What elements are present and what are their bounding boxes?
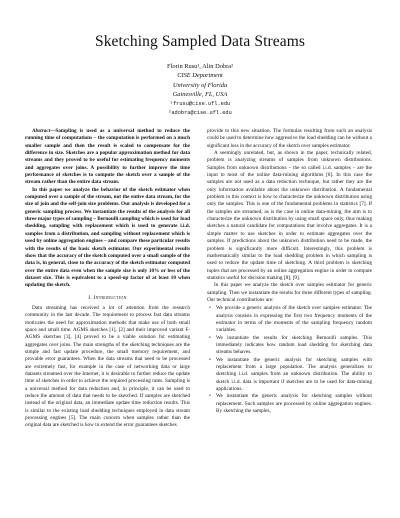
abstract-label: Abstract xyxy=(32,128,51,134)
section-heading-introduction: I. Introduction xyxy=(88,294,127,301)
intro-paragraph-1: Data streaming has received a lot of attention from the research community in the last decade. The requirement to process fast data streams motivates the need for approximation methods that make use of both small space and small time. AGMS sketches [1], [2] and their improved variant F-AGMS sketches [3], [4] proved to be a viable solution for estimating aggregates over joins. The main strengths of the sketching techniques are the simple and fast update procedure, the small memory requirement, and provable error guarantees. When the data streams that need to be processed are extremely fast, for example in the case of networking data or large datasets streamed over the Internet, it is desirable to further reduce the update time of sketches in order to achieve the required processing rates. Sampling is a universal method for data reduction and, in principle, it can be used to reduce the amount of data that needs to be sketched. If samples are sketched instead of the original data, an immediate update time reduction results. This is similar to the existing load shedding techniques employed in data stream processing engines [5]. The main concern when samples rather than the original data are sketched is how to extend the error guarantees sketches xyxy=(25,304,190,429)
list-item: • We instantiate the results for sketching Bernoulli samples. This immediately indicates how random load shedding for sketching data streams behaves. xyxy=(216,335,372,357)
contributions-list xyxy=(207,305,372,415)
author-names: Florin Rusu¹, Alin Dobra² xyxy=(167,63,233,70)
list-item: • We instantiate the generic analysis for sketching samples with replacement from a large population. The analysis generalizes to sketching i.i.d. samples from an unknown distribution. The ability to sketch i.i.d. data is important if sketches are to be used for data-mining applications. xyxy=(216,357,372,394)
author-email-1: ¹frusu@cise.ufl.edu xyxy=(169,100,231,107)
author-block xyxy=(0,62,400,118)
author-email-2: ²adobra@cise.ufl.edu xyxy=(168,110,232,117)
intro-paragraph-3: A seemingly unrelated, but, as shown in the paper, technically related, problem is analyzing streams of samples from unknown distributions. Samples from unknown distributions – the so called i.i.d. samples – are the input to most of the online data-mining algorithms [6]. In this case the samples are not used as a data reduction technique, but rather they are the only information available about the unknown distribution. A fundamental problem in this context is how to characterize the unknown distribution using only the samples. This is one of the fundamental problems in statistics [7]. If the samples are streamed, as is the case in online data-mining, the aim is to characterize the unknown distribution by using small space only, thus making sketches a natural candidate for computations that involve aggregates. It is a simple matter to use sketches in order to estimate aggregates over the samples. If predictions about the unknown distribution need to be made, the problem is significantly more difficult. Interestingly, this problem is mathematically similar to the load shedding problem in which sampling is used to reduce the update time of sketching. A third problem is sketching tuples that are processed by an online aggregation engine in order to compute statistics useful for decision making [8], [9]. xyxy=(207,150,372,281)
affiliation-location: Gainesville, FL, USA xyxy=(172,91,228,99)
affiliation-university: University of Florida xyxy=(172,81,228,89)
paper-title: Sketching Sampled Data Streams xyxy=(94,33,306,50)
intro-paragraph-2: provide to this new situation. The formulas resulting from such an analysis could be used to determine how aggressive the load shedding can be without a significant loss in the accuracy of the sketch over samples estimator. xyxy=(207,128,372,149)
abstract-paragraph xyxy=(25,128,190,187)
right-column xyxy=(207,128,372,415)
intro-paragraph-4: In this paper we analyze the sketch over samples estimator for generic sampling. Then we instantiate the results for three different types of sampling. Our technical contributions are: xyxy=(207,282,372,303)
list-item: • We provide a generic analysis of the sketch over samples estimator. The analysis consists in expressing the first two frequency moments of the estimator in terms of the moments of the sampling frequency random variables. xyxy=(216,305,372,334)
affiliation-dept: CISE Department xyxy=(177,72,223,80)
left-column xyxy=(25,128,190,430)
list-item: • We instantiate the generic analysis for sketching samples without replacement. Such samples are processed by online aggregation engines. By sketching the samples, xyxy=(216,393,372,415)
abstract-text: —Sampling is used as a universal method to reduce the running time of computations – the computation is performed on a much smaller sample and then the result is scaled to compensate for the difference in size. Sketches are a popular approximation method for data streams and they proved to be useful for estimating frequency moments and aggregates over joins. A possibility to further improve the time performance of sketches is to compute the sketch over a sample of the stream rather than the entire data stream. xyxy=(25,128,190,186)
abstract-paragraph-2: In this paper we analyze the behavior of the sketch estimator when computed over a sample of the stream, not the entire data stream, for the size of join and the self-join size problems. Our analysis is developed for a generic sampling process. We instantiate the results of the analysis for all three major types of sampling – Bernoulli sampling which is used for load shedding, sampling with replacement which is used to generate i.i.d. samples from a distribution, and sampling without replacement which is used by online aggregation engines – and compare these particular results with the results of the basic sketch estimator. Our experimental results show that the accuracy of the sketch computed over a small sample of the data is, in general, close to the accuracy of the sketch estimator computed over the entire data even when the sample size is only 10% or less of the dataset size. This is equivalent to a speed-up factor of at least 10 when updating the sketch. xyxy=(25,186,190,289)
